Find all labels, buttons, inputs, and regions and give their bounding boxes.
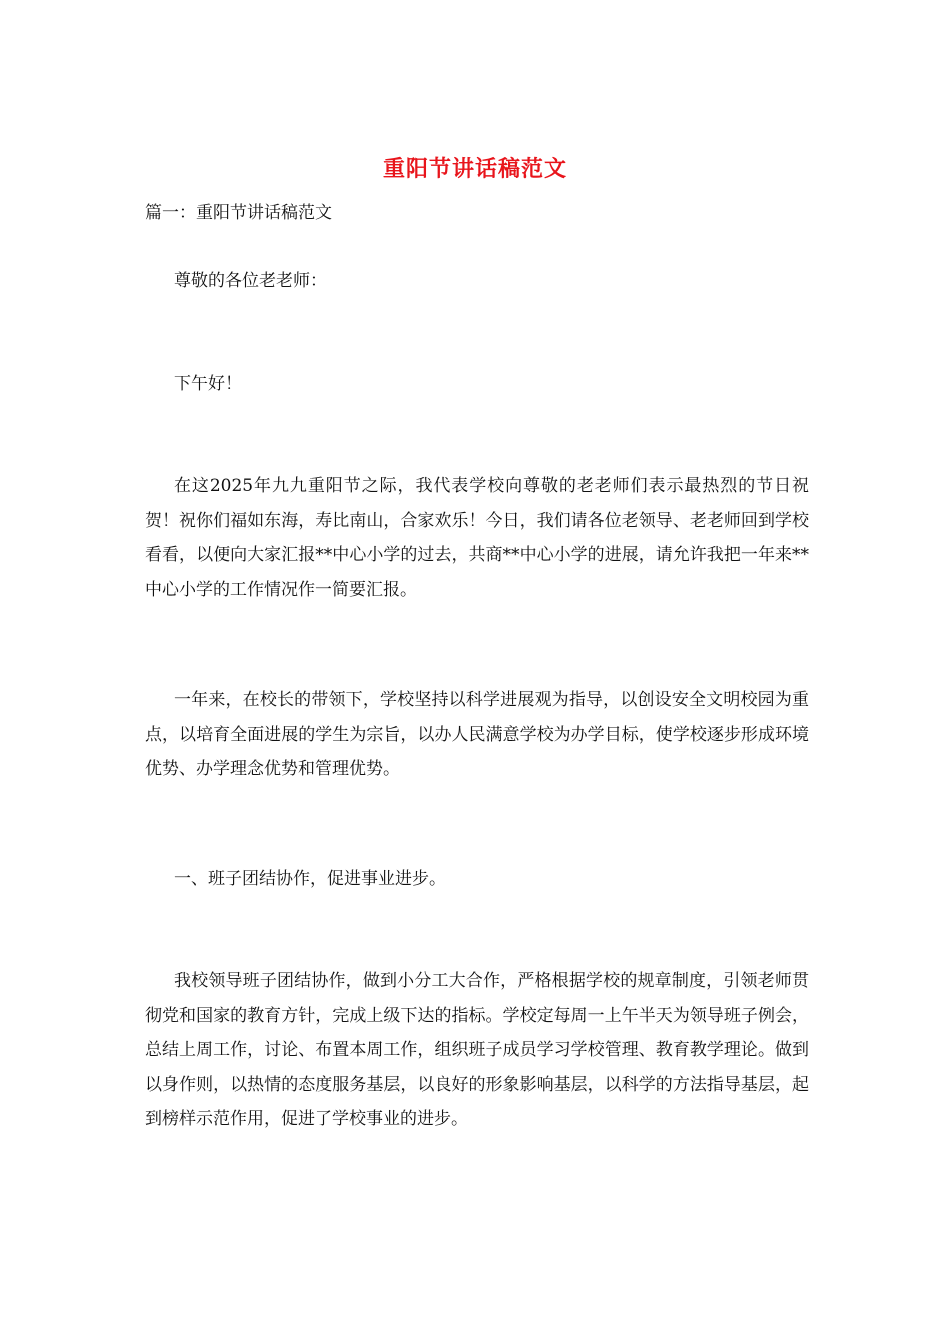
document-title: 重阳节讲话稿范文 xyxy=(382,156,567,182)
paragraph-year-summary: 一年来，在校长的带领下，学校坚持以科学进展观为指导，以创设安全文明校园为重点，以培育全面进展的学生为宗旨，以办人民满意学校为办学目标，使学校逐步形成环境优势、办学理念优势和管理优势。 xyxy=(145,690,809,779)
paragraph-section-1-body: 我校领导班子团结协作，做到小分工大合作，严格根据学校的规章制度，引领老师贯彻党和国家的教育方针，完成上级下达的指标。学校定每周一上午半天为领导班子例会，总结上周工作，讨论、布置本周工作，组织班子成员学习学校管理、教育教学理论。做到以身作则，以热情的态度服务基层，以良好的形象影响基层，以科学的方法指导基层，起到榜样示范作用，促进了学校事业的进步。 xyxy=(145,971,809,1129)
paragraph-afternoon: 下午好！ xyxy=(174,374,242,394)
paragraph-intro: 在这2025年九九重阳节之际，我代表学校向尊敬的老老师们表示最热烈的节日祝贺！祝你们福如东海，寿比南山，合家欢乐！今日，我们请各位老领导、老老师回到学校看看，以便向大家汇报**中心小学的过去，共商**中心小学的进展，请允许我把一年来**中心小学的工作情况作一简要汇报。 xyxy=(145,476,809,600)
section-heading-1: 一、班子团结协作，促进事业进步。 xyxy=(174,869,446,889)
document-subtitle: 篇一：重阳节讲话稿范文 xyxy=(145,203,332,223)
paragraph-greeting: 尊敬的各位老老师： xyxy=(174,271,327,291)
